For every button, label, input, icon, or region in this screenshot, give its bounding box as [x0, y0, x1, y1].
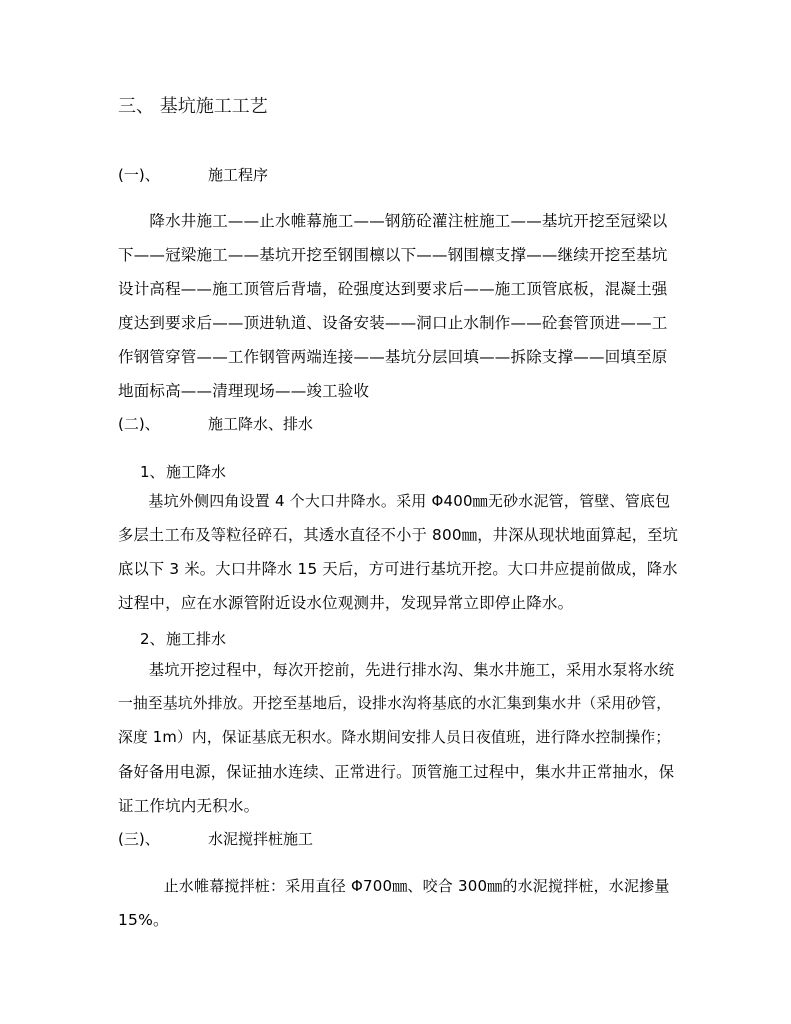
- paragraph-line: 一抽至基坑外排放。开挖至基地后，设排水沟将基底的水汇集到集水井（采用砂管，: [118, 695, 672, 712]
- paragraph-line: 止水帷幕搅拌桩：采用直径 Φ700㎜、咬合 300㎜的水泥搅拌桩，水泥掺量: [118, 877, 670, 895]
- subsection-title: 施工降水、排水: [208, 415, 314, 433]
- subsection-title: 施工程序: [208, 166, 269, 184]
- paragraph-line: 降水井施工——止水帷幕施工——钢筋砼灌注桩施工——基坑开挖至冠梁以: [118, 212, 668, 230]
- item-number: 1、: [140, 463, 165, 481]
- paragraph-line: 作钢管穿管——工作钢管两端连接——基坑分层回填——拆除支撑——回填至原: [118, 348, 668, 366]
- paragraph-line: 下——冠梁施工——基坑开挖至钢围檩以下——钢围檩支撑——继续开挖至基坑: [118, 246, 668, 264]
- paragraph-dewatering: [118, 484, 678, 620]
- paragraph-line: 底以下 3 米。大口井降水 15 天后，方可进行基坑开挖。大口井应提前做成，降水: [118, 560, 678, 578]
- subsection-marker: (二)、: [118, 415, 160, 433]
- paragraph-construction-procedure: [118, 204, 678, 408]
- paragraph-line: 备好备用电源，保证抽水连续、正常进行。顶管施工过程中，集水井正常抽水，保: [118, 763, 675, 781]
- numbered-heading-1: [140, 461, 227, 482]
- paragraph-line: 基坑外侧四角设置 4 个大口井降水。采用 Φ400㎜无砂水泥管，管壁、管底包: [118, 492, 671, 510]
- item-number: 2、: [140, 630, 165, 648]
- paragraph-line: 深度 1m）内，保证基底无积水。降水期间安排人员日夜值班，进行降水控制操作；: [118, 729, 671, 746]
- section-title: 三、 基坑施工工艺: [118, 96, 268, 117]
- subsection-heading-2: [118, 413, 314, 434]
- paragraph-cement-mixing-pile: [118, 869, 678, 937]
- paragraph-line: 设计高程——施工顶管后背墙，砼强度达到要求后——施工顶管底板，混凝土强: [118, 280, 668, 298]
- numbered-heading-2: [140, 628, 227, 649]
- paragraph-line: 度达到要求后——顶进轨道、设备安装——洞口止水制作——砼套管顶进——工: [118, 314, 668, 332]
- paragraph-line: 证工作坑内无积水。: [118, 797, 260, 815]
- subsection-marker: (一)、: [118, 166, 160, 184]
- paragraph-drainage: [118, 653, 678, 823]
- paragraph-line: 地面标高——清理现场——竣工验收: [118, 382, 370, 400]
- paragraph-line: 基坑开挖过程中，每次开挖前，先进行排水沟、集水井施工，采用水泵将水统: [118, 661, 675, 679]
- subsection-marker: (三)、: [118, 830, 160, 848]
- subsection-heading-3: [118, 828, 314, 849]
- subsection-title: 水泥搅拌桩施工: [208, 830, 314, 848]
- item-title: 施工降水: [166, 463, 227, 481]
- subsection-heading-1: [118, 164, 269, 185]
- paragraph-line: 15%。: [118, 911, 169, 929]
- item-title: 施工排水: [166, 630, 227, 648]
- paragraph-line: 多层土工布及等粒径碎石，其透水直径不小于 800㎜，井深从现状地面算起，至坑: [118, 526, 679, 544]
- paragraph-line: 过程中，应在水源管附近设水位观测井，发现异常立即停止降水。: [118, 594, 574, 612]
